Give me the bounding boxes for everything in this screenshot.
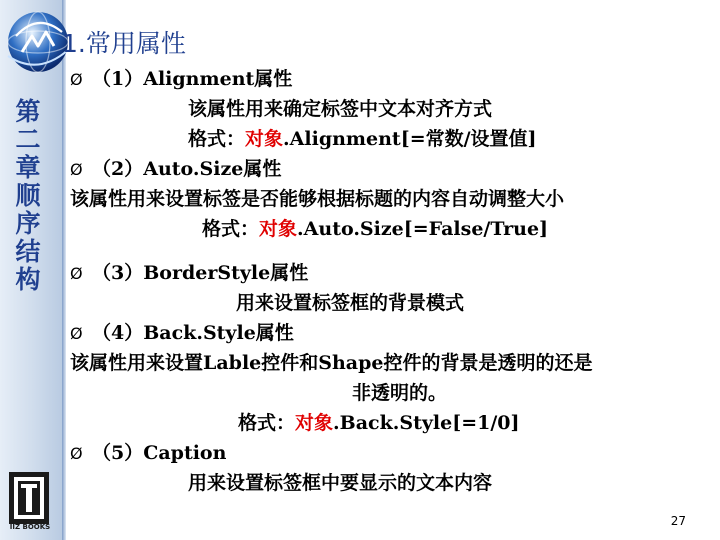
slide-title: 1.常用属性 bbox=[62, 29, 186, 58]
description-line bbox=[66, 378, 706, 408]
arrow-bullet-icon: Ø bbox=[70, 444, 83, 463]
format-prefix: 格式： bbox=[238, 412, 296, 434]
format-object: 对象 bbox=[295, 412, 334, 434]
description-text: 该属性用来设置Lable控件和Shape控件的背景是透明的还是 bbox=[70, 352, 593, 374]
description-text: 该属性用来设置标签是否能够根据标题的内容自动调整大小 bbox=[70, 188, 565, 210]
bullet-item bbox=[70, 64, 706, 94]
publisher-logo-icon bbox=[6, 466, 52, 530]
format-prefix: 格式： bbox=[188, 128, 246, 150]
arrow-bullet-icon: Ø bbox=[70, 160, 83, 179]
spacer bbox=[66, 244, 706, 258]
arrow-bullet-icon: Ø bbox=[70, 324, 83, 343]
description-line bbox=[66, 468, 706, 498]
bullet-text: （3）BorderStyle属性 bbox=[92, 262, 309, 284]
format-object: 对象 bbox=[259, 218, 298, 240]
chapter-char: 章 bbox=[15, 153, 41, 182]
bullet-text: （5）Caption bbox=[92, 442, 227, 464]
chapter-char: 第 bbox=[15, 97, 41, 126]
bullet-text: （1）Alignment属性 bbox=[92, 68, 293, 90]
description-text: 用来设置标签框中要显示的文本内容 bbox=[188, 472, 493, 494]
format-line bbox=[66, 214, 706, 244]
chapter-char: 序 bbox=[15, 209, 41, 238]
publisher-name: IIZ BOOKS bbox=[9, 523, 51, 531]
bullet-item bbox=[70, 258, 706, 288]
chapter-label-vertical bbox=[8, 98, 48, 294]
page-number: 27 bbox=[670, 514, 686, 528]
description-line bbox=[66, 184, 706, 214]
chapter-char: 顺 bbox=[15, 181, 41, 210]
bullet-text: （4）Back.Style属性 bbox=[92, 322, 294, 344]
format-prefix: 格式： bbox=[202, 218, 260, 240]
format-line bbox=[66, 124, 706, 154]
description-text: 非透明的。 bbox=[352, 382, 448, 404]
chapter-char: 结 bbox=[15, 237, 41, 266]
description-text: 用来设置标签框的背景模式 bbox=[236, 292, 465, 314]
chapter-char: 二 bbox=[15, 125, 41, 154]
bullet-text: （2）Auto.Size属性 bbox=[92, 158, 282, 180]
format-rest: .Auto.Size[=False/True] bbox=[297, 218, 549, 240]
description-line bbox=[66, 288, 706, 318]
format-object: 对象 bbox=[245, 128, 284, 150]
format-rest: .Alignment[=常数/设置值] bbox=[283, 128, 537, 150]
description-line bbox=[66, 348, 706, 378]
chapter-char: 构 bbox=[15, 265, 41, 294]
format-line bbox=[66, 408, 706, 438]
format-rest: .Back.Style[=1/0] bbox=[333, 412, 520, 434]
bullet-item bbox=[70, 154, 706, 184]
bullet-item bbox=[70, 438, 706, 468]
slide-content bbox=[66, 64, 706, 498]
bullet-item bbox=[70, 318, 706, 348]
arrow-bullet-icon: Ø bbox=[70, 70, 83, 89]
arrow-bullet-icon: Ø bbox=[70, 264, 83, 283]
description-line bbox=[66, 94, 706, 124]
description-text: 该属性用来确定标签中文本对齐方式 bbox=[188, 98, 493, 120]
